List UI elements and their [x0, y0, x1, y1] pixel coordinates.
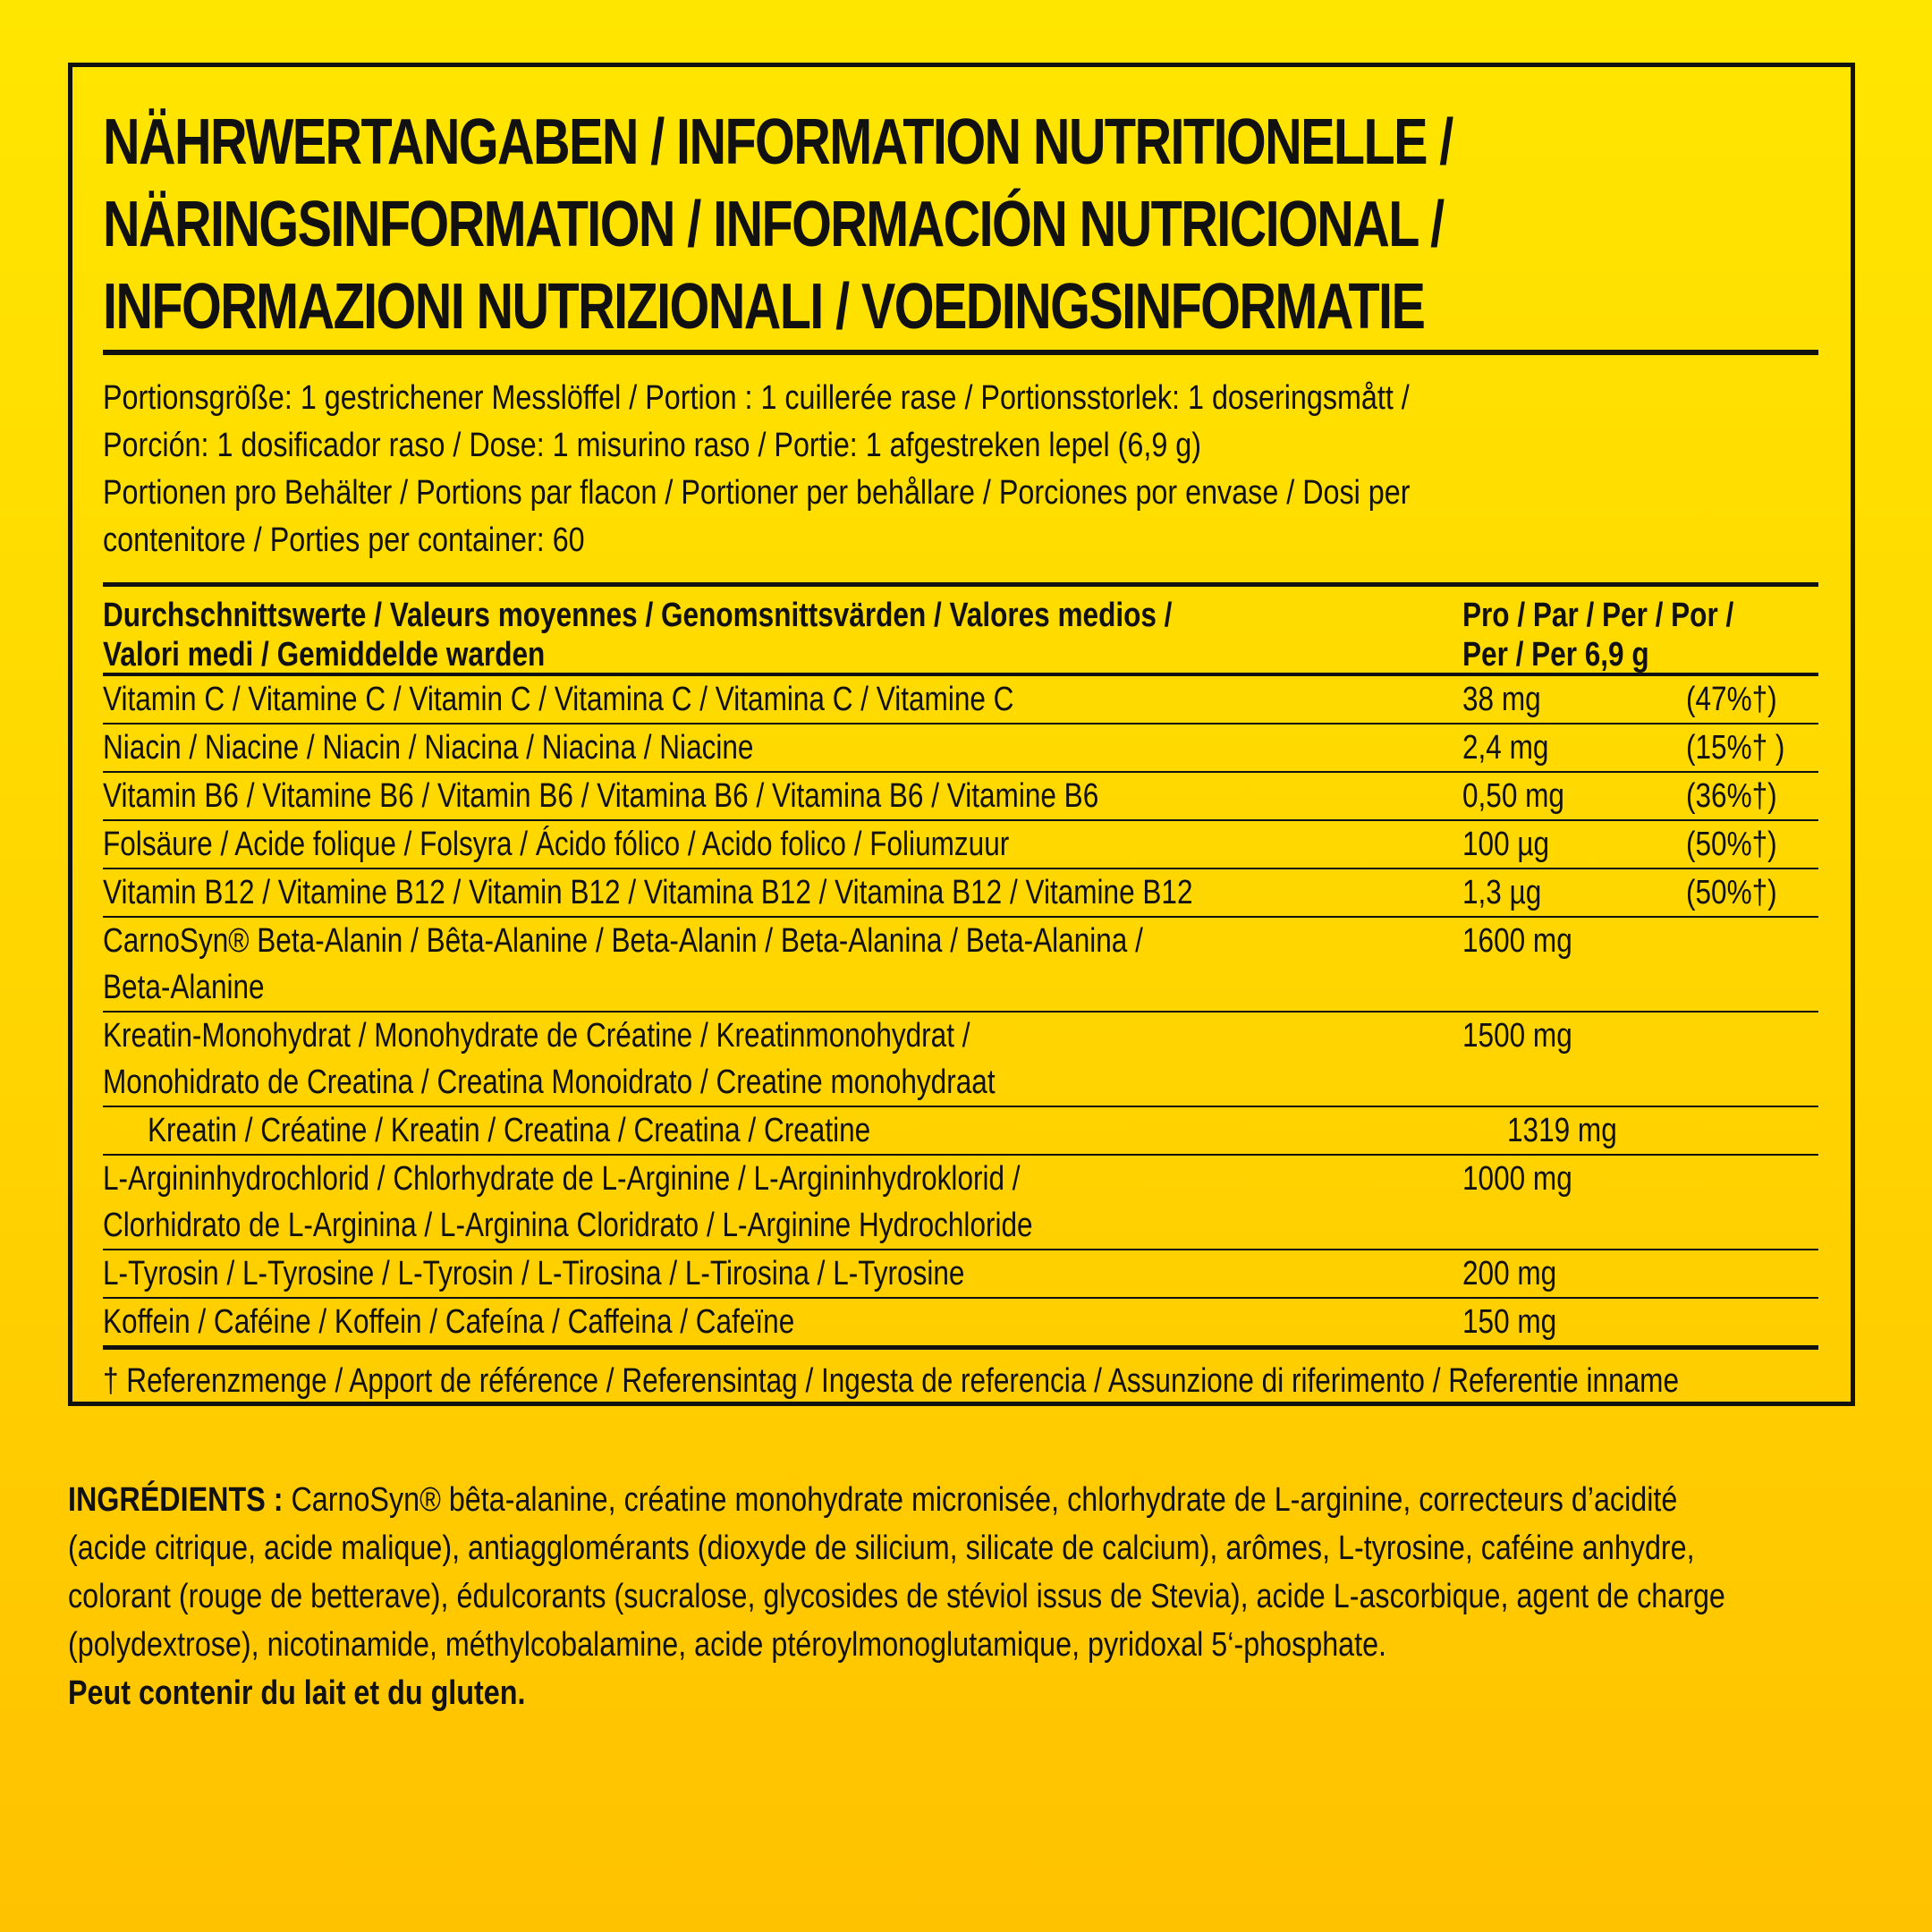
table-row [103, 676, 1818, 724]
ingredients-line: (acide citrique, acide malique), antiagglomérants (dioxyde de silicium, silicate de calcium), arômes, L-tyrosine, caféine anhydre, [68, 1530, 1695, 1567]
nutrient-ri-value: (15%† ) [1686, 729, 1785, 767]
nutrient-amount [1462, 1156, 1686, 1249]
nutrient-ri-value: (50%†) [1686, 874, 1777, 911]
nutrient-amount [1462, 1250, 1686, 1297]
serving-line: Portionsgröße: 1 gestrichener Messlöffel / Portion : 1 cuillerée rase / Portionsstorlek: 1 doseringsmått / [103, 379, 1410, 417]
table-header [103, 587, 1818, 673]
table-row [103, 1250, 1818, 1299]
title-line: NÄRINGSINFORMATION / INFORMACIÓN NUTRICIONAL / [103, 189, 1444, 260]
footnote-text: † Referenzmenge / Apport de référence / Referensintag / Ingesta de referencia / Assunzione di riferimento / Referentie inname [103, 1362, 1679, 1400]
nutrient-name [103, 1250, 1462, 1297]
nutrient-name-line: Beta-Alanine [103, 969, 265, 1006]
nutrient-reference-intake [1686, 1250, 1818, 1297]
header-line: Pro / Par / Per / Por / [1462, 597, 1734, 634]
header-line: Durchschnittswerte / Valeurs moyennes / Genomsnittsvärden / Valores medios / [103, 597, 1173, 634]
nutrient-name-line: Niacin / Niacine / Niacin / Niacina / Niacina / Niacine [103, 729, 754, 767]
nutrition-facts-panel [68, 63, 1855, 1406]
nutrient-name [103, 1013, 1462, 1106]
serving-line: Portionen pro Behälter / Portions par flacon / Portioner per behållare / Porciones por envase / Dosi per [103, 474, 1411, 512]
ingredients-label: INGRÉDIENTS : [68, 1481, 284, 1519]
nutrient-amount [1462, 1299, 1686, 1345]
nutrient-amount-value: 0,50 mg [1462, 777, 1564, 815]
nutrient-name [103, 869, 1462, 916]
nutrient-amount-value: 1000 mg [1462, 1160, 1572, 1198]
table-row [103, 773, 1818, 821]
nutrient-name [103, 773, 1462, 819]
ingredients-line: colorant (rouge de betterave), édulcorants (sucralose, glycosides de stéviol issus de Stevia), acide L-ascorbique, agent de charge [68, 1578, 1725, 1615]
table-row [103, 1156, 1818, 1250]
nutrient-reference-intake [1731, 1107, 1818, 1154]
nutrient-amount-value: 200 mg [1462, 1255, 1557, 1292]
table-row [103, 724, 1818, 773]
nutrient-name [103, 1107, 1507, 1154]
table-row [103, 1107, 1818, 1156]
ingredients-section [68, 1476, 1857, 1717]
header-nutrient [103, 596, 1462, 673]
header-line: Valori medi / Gemiddelde warden [103, 636, 546, 674]
nutrient-name-line: L-Argininhydrochlorid / Chlorhydrate de L-Arginine / L-Argininhydroklorid / [103, 1160, 1021, 1198]
nutrient-name-line: Kreatin / Créatine / Kreatin / Creatina / Creatina / Creatine [148, 1112, 871, 1149]
serving-info [103, 375, 1809, 564]
panel-title [103, 101, 1818, 348]
nutrient-reference-intake [1686, 821, 1818, 868]
nutrient-name-line: Koffein / Caféine / Koffein / Cafeína / Caffeina / Cafeïne [103, 1303, 795, 1341]
nutrient-reference-intake [1686, 773, 1818, 819]
nutrient-amount-value: 1319 mg [1507, 1112, 1617, 1149]
nutrient-amount-value: 1500 mg [1462, 1017, 1572, 1055]
nutrient-amount-value: 150 mg [1462, 1303, 1557, 1341]
ingredients-line: (polydextrose), nicotinamide, méthylcobalamine, acide ptéroylmonoglutamique, pyridoxal 5‘-phosphate. [68, 1626, 1387, 1664]
nutrient-ri-value: (36%†) [1686, 777, 1777, 815]
nutrient-name-line: L-Tyrosin / L-Tyrosine / L-Tyrosin / L-Tirosina / L-Tirosina / L-Tyrosine [103, 1255, 965, 1292]
table-row [103, 1299, 1818, 1345]
ingredients-line [68, 1476, 1862, 1524]
table-row [103, 918, 1818, 1013]
nutrient-reference-intake [1686, 724, 1818, 771]
nutrient-name [103, 1156, 1462, 1249]
nutrient-reference-intake [1686, 676, 1818, 723]
title-line: NÄHRWERTANGABEN / INFORMATION NUTRITIONELLE / [103, 106, 1453, 178]
divider [103, 350, 1818, 355]
allergen-notice: Peut contenir du lait et du gluten. [68, 1674, 526, 1712]
ingredients-text: CarnoSyn® bêta-alanine, créatine monohydrate micronisée, chlorhydrate de L-arginine, correcteurs d’acidité [283, 1481, 1678, 1519]
serving-line: Porción: 1 dosificador raso / Dose: 1 misurino raso / Portie: 1 afgestreken lepel (6,9 g) [103, 427, 1202, 464]
nutrient-name-line: CarnoSyn® Beta-Alanin / Bêta-Alanine / Beta-Alanin / Beta-Alanina / Beta-Alanina / [103, 922, 1143, 960]
nutrient-amount [1462, 676, 1686, 723]
nutrient-name-line: Vitamin B6 / Vitamine B6 / Vitamin B6 / Vitamina B6 / Vitamina B6 / Vitamine B6 [103, 777, 1099, 815]
nutrient-amount [1507, 1107, 1731, 1154]
nutrient-amount-value: 2,4 mg [1462, 729, 1549, 767]
nutrient-amount [1462, 773, 1686, 819]
nutrient-amount [1462, 724, 1686, 771]
nutrient-name [103, 724, 1462, 771]
nutrient-ri-value: (47%†) [1686, 681, 1777, 718]
nutrient-amount [1462, 918, 1686, 1011]
nutrient-amount [1462, 821, 1686, 868]
nutrient-ri-value: (50%†) [1686, 826, 1777, 863]
nutrient-name-line: Vitamin C / Vitamine C / Vitamin C / Vitamina C / Vitamina C / Vitamine C [103, 681, 1014, 718]
nutrient-amount-value: 38 mg [1462, 681, 1541, 718]
nutrient-amount [1462, 869, 1686, 916]
nutrient-amount [1462, 1013, 1686, 1106]
nutrient-reference-intake [1686, 918, 1818, 1011]
header-line: Per / Per 6,9 g [1462, 636, 1649, 674]
table-row [103, 1013, 1818, 1107]
serving-line: contenitore / Porties per container: 60 [103, 521, 585, 559]
nutrient-table [103, 676, 1818, 1345]
nutrient-amount-value: 1600 mg [1462, 922, 1572, 960]
nutrient-reference-intake [1686, 869, 1818, 916]
nutrient-name-line: Monohidrato de Creatina / Creatina Monoidrato / Creatine monohydraat [103, 1063, 996, 1101]
nutrient-amount-value: 1,3 µg [1462, 874, 1542, 911]
nutrient-name [103, 821, 1462, 868]
nutrient-name-line: Folsäure / Acide folique / Folsyra / Ácido fólico / Acido folico / Foliumzuur [103, 826, 1010, 863]
nutrient-name-line: Clorhidrato de L-Arginina / L-Arginina Cloridrato / L-Arginine Hydrochloride [103, 1207, 1033, 1244]
table-row [103, 869, 1818, 918]
nutrient-reference-intake [1686, 1299, 1818, 1345]
table-row [103, 821, 1818, 869]
nutrient-name-line: Vitamin B12 / Vitamine B12 / Vitamin B12 / Vitamina B12 / Vitamina B12 / Vitamine B12 [103, 874, 1193, 911]
footnote [103, 1345, 1818, 1412]
nutrient-amount-value: 100 µg [1462, 826, 1550, 863]
nutrient-name [103, 676, 1462, 723]
nutrient-name [103, 918, 1462, 1011]
nutrient-name-line: Kreatin-Monohydrat / Monohydrate de Créatine / Kreatinmonohydrat / [103, 1017, 970, 1055]
title-line: INFORMAZIONI NUTRIZIONALI / VOEDINGSINFORMATIE [103, 271, 1425, 343]
nutrient-name [103, 1299, 1462, 1345]
nutrient-reference-intake [1686, 1013, 1818, 1106]
nutrient-reference-intake [1686, 1156, 1818, 1249]
header-amount [1462, 596, 1818, 673]
